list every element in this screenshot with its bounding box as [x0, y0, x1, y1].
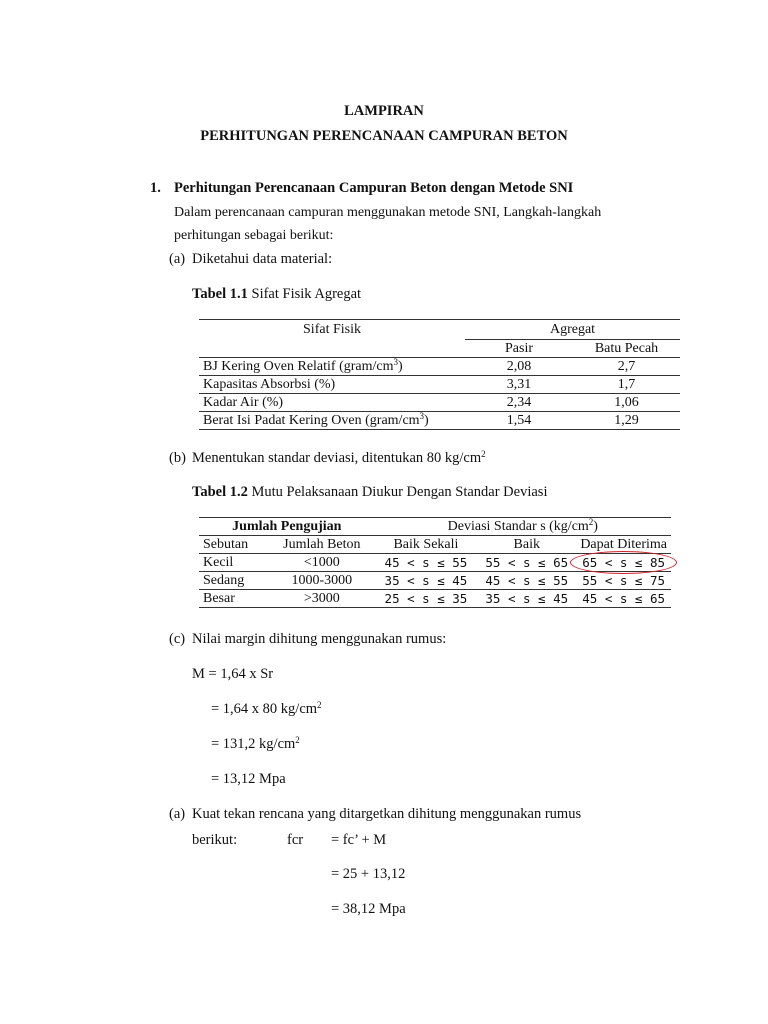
table1-row-batu: 1,06: [573, 394, 680, 412]
table-row: [199, 590, 671, 608]
table2-subcol-dapat: Dapat Diterima: [576, 536, 671, 554]
table2-row-dapat: [576, 554, 671, 572]
table-row: [199, 572, 671, 590]
table2-caption-label: Tabel 1.2: [192, 484, 248, 500]
table2-subcol-sebutan: Sebutan: [199, 536, 269, 554]
table-row: [199, 376, 680, 394]
equation-line: M = 1,64 x Sr: [192, 666, 274, 682]
table1-subcol-batu: Batu Pecah: [573, 340, 680, 358]
item-a2-label: (a): [169, 806, 186, 822]
section-number: 1.: [150, 180, 161, 196]
table1-row-batu: 1,29: [573, 412, 680, 430]
table2-head-left: Jumlah Pengujian: [199, 518, 375, 536]
table2-head-right: Deviasi Standar s $(kg/cm^2)$: [375, 518, 671, 536]
variable-fcr: fcr: [287, 832, 304, 848]
table1-col-property: Sifat Fisik: [199, 320, 465, 340]
table2-row-baik-sekali: 35 < s ≤ 45: [375, 572, 478, 590]
table1-caption-label: Tabel 1.1: [192, 286, 248, 302]
table2-row-sebutan: Besar: [199, 590, 269, 608]
table2-caption: [192, 484, 547, 501]
table2-row-dapat: 55 < s ≤ 75: [576, 572, 671, 590]
intro-line-2: perhitungan sebagai berikut:: [174, 228, 334, 243]
table2-row-baik-sekali: 45 < s ≤ 55: [375, 554, 478, 572]
table2-row-jumlah: >3000: [269, 590, 375, 608]
table2-row-baik: 45 < s ≤ 55: [477, 572, 576, 590]
table1-row-batu: 1,7: [573, 376, 680, 394]
table1-row-name: BJ Kering Oven Relatif $(gram/cm^3)$: [199, 358, 465, 376]
table1-row-batu: 2,7: [573, 358, 680, 376]
table1-col-group: Agregat: [465, 320, 680, 340]
table2-row-sebutan: Sedang: [199, 572, 269, 590]
item-b-text: Menentukan standar deviasi, ditentukan 80 $kg/cm^2$: [192, 449, 486, 466]
table2-row-jumlah: <1000: [269, 554, 375, 572]
item-a1-text: Diketahui data material:: [192, 251, 333, 267]
table1-subcol-pasir: Pasir: [465, 340, 573, 358]
table1-row-name: Kadar Air (%): [199, 394, 465, 412]
equation-line: = 38,12 Mpa: [331, 901, 406, 917]
section-title: Perhitungan Perencanaan Campuran Beton dengan Metode SNI: [174, 180, 574, 196]
table2-subcol-baik: Baik: [477, 536, 576, 554]
equation-line: = 13,12 Mpa: [211, 771, 286, 787]
table2-caption-text: Mutu Pelaksanaan Diukur Dengan Standar Deviasi: [251, 484, 548, 500]
table1-row-name: Kapasitas Absorbsi (%): [199, 376, 465, 394]
item-a2-text-line2: berikut:: [192, 832, 238, 848]
item-a1-label: (a): [169, 251, 186, 267]
table1-caption: [192, 286, 361, 303]
equation-line: = 1,64 x 80 $kg/cm^2$: [211, 700, 322, 717]
highlight-circle: 65 < s ≤ 85: [582, 555, 666, 570]
table2-row-dapat: 45 < s ≤ 65: [576, 590, 671, 608]
page-title: LAMPIRAN: [344, 103, 424, 119]
table2-row-sebutan: Kecil: [199, 554, 269, 572]
table-row: [199, 554, 671, 572]
item-a2-text-line1: Kuat tekan rencana yang ditargetkan dihitung menggunakan rumus: [192, 806, 582, 822]
table1-row-pasir: 2,08: [465, 358, 573, 376]
table2-row-baik: 35 < s ≤ 45: [477, 590, 576, 608]
table-row: [199, 358, 680, 376]
intro-line-1: Dalam perencanaan campuran menggunakan metode SNI, Langkah-langkah: [174, 205, 602, 220]
table2-row-jumlah: 1000-3000: [269, 572, 375, 590]
table2-row-baik: 55 < s ≤ 65: [477, 554, 576, 572]
table2-subcol-baik-sekali: Baik Sekali: [375, 536, 478, 554]
table1-row-name: Berat Isi Padat Kering Oven $(gram/cm^3)$: [199, 412, 465, 430]
table1-row-pasir: 1,54: [465, 412, 573, 430]
equation-line: = 131,2 $kg/cm^2$: [211, 735, 300, 752]
equation-line: = 25 + 13,12: [331, 866, 406, 882]
table-sifat-fisik: [199, 319, 680, 430]
page-subtitle: PERHITUNGAN PERENCANAAN CAMPURAN BETON: [200, 128, 568, 144]
item-b-label: (b): [169, 450, 186, 466]
table-row: [199, 412, 680, 430]
item-c-text: Nilai margin dihitung menggunakan rumus:: [192, 631, 447, 647]
table-row: [199, 394, 680, 412]
table2-subcol-jumlah: Jumlah Beton: [269, 536, 375, 554]
table-standar-deviasi: [199, 517, 671, 608]
equation-line: = fc’ + M: [331, 832, 387, 848]
item-c-label: (c): [169, 631, 186, 647]
table2-row-baik-sekali: 25 < s ≤ 35: [375, 590, 478, 608]
table1-row-pasir: 3,31: [465, 376, 573, 394]
table1-row-pasir: 2,34: [465, 394, 573, 412]
table1-caption-text: Sifat Fisik Agregat: [251, 286, 362, 302]
